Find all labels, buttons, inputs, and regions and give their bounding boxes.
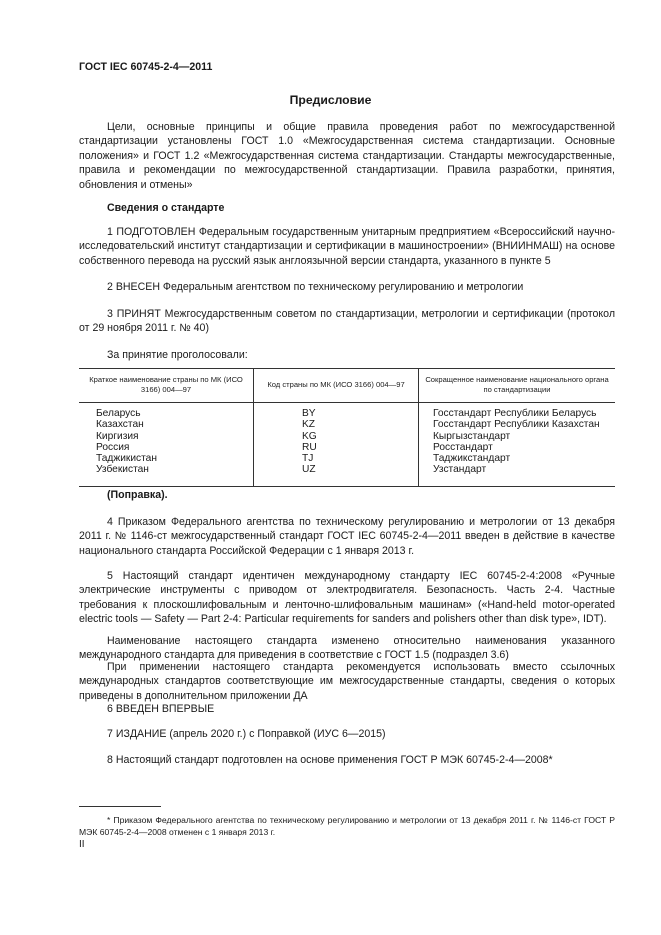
- body-cell: Кыргызстандарт: [419, 431, 616, 442]
- country-cell: Казахстан: [96, 419, 144, 431]
- footnote: * Приказом Федерального агентства по техническому регулированию и метрологии от 13 декабря 2011 г. № 1146-ст ГОСТ Р МЭК 60745-2-4—2008 отменен с 1 января 2013 г.: [79, 815, 615, 838]
- table-header-code: Код страны по МК (ИСО 3166) 004—97: [254, 369, 419, 403]
- code-cell: UZ: [254, 464, 419, 486]
- country-cell: Таджикистан: [96, 453, 157, 465]
- item-5-references: При применении настоящего стандарта рекомендуется использовать вместо ссылочных международных стандартов соответствующие им межгосударственные стандарты, сведения о которых приведены в дополнительном приложении ДА: [79, 661, 615, 702]
- document-code: ГОСТ IEC 60745-2-4—2011: [79, 61, 213, 73]
- info-heading: Сведения о стандарте: [107, 202, 225, 214]
- body-cell: Таджикстандарт: [419, 453, 616, 464]
- item-2-paragraph: 2 ВНЕСЕН Федеральным агентством по техническому регулированию и метрологии: [107, 281, 524, 293]
- item-1-paragraph: 1 ПОДГОТОВЛЕН Федеральным государственным унитарным предприятием «Всероссийский научно-исследовательский институт стандартизации и сертификации в машиностроении» (ВНИИНМАШ) на основе собственного перевода на русский язык англоязычной версии стандарта, указанного в пункте 5: [79, 226, 615, 267]
- country-cell: Беларусь: [96, 408, 141, 419]
- voting-table: [79, 368, 615, 487]
- intro-paragraph: Цели, основные принципы и общие правила проведения работ по межгосударственной стандартизации установлены ГОСТ 1.0 «Межгосударственная система стандартизации. Основные положения» и ГОСТ 1.2 «Межгосударственная система стандартизации. Стандарты межгосударственные, правила и рекомендации по межгосударственной стандартизации. Правила разработки, принятия, обновления и отмены»: [79, 121, 615, 191]
- code-cell: TJ: [254, 453, 419, 464]
- body-cell: Узстандарт: [419, 464, 616, 486]
- footnote-divider: [79, 806, 161, 807]
- table-row: [79, 431, 615, 442]
- table-row: [79, 464, 615, 486]
- item-3-paragraph: 3 ПРИНЯТ Межгосударственным советом по стандартизации, метрологии и сертификации (протокол от 29 ноября 2011 г. № 40): [79, 308, 615, 335]
- country-cell: Узбекистан: [79, 464, 254, 486]
- table-header-country: Краткое наименование страны по МК (ИСО 3166) 004—97: [79, 369, 254, 403]
- table-row: [79, 419, 615, 430]
- table-row: [79, 453, 615, 464]
- table-row: [79, 442, 615, 453]
- page-title: Предисловие: [289, 93, 372, 107]
- item-8-paragraph: 8 Настоящий стандарт подготовлен на основе применения ГОСТ Р МЭК 60745-2-4—2008*: [107, 754, 553, 766]
- body-cell: Госстандарт Республики Казахстан: [419, 419, 616, 430]
- code-cell: KG: [254, 431, 419, 442]
- country-cell: Киргизия: [96, 430, 139, 442]
- page-number: II: [79, 839, 85, 850]
- table-row: [79, 403, 615, 420]
- voted-label: За принятие проголосовали:: [107, 349, 248, 361]
- code-cell: BY: [254, 403, 419, 420]
- item-4-paragraph: 4 Приказом Федерального агентства по техническому регулированию и метрологии от 13 декабря 2011 г. № 1146-ст межгосударственный стандарт ГОСТ IEC 60745-2-4—2011 введен в действие в качестве национального стандарта Российской Федерации с 1 января 2013 г.: [79, 516, 615, 557]
- code-cell: RU: [254, 442, 419, 453]
- country-cell: Россия: [96, 441, 130, 453]
- body-cell: Госстандарт Республики Беларусь: [419, 403, 616, 420]
- code-cell: KZ: [254, 419, 419, 430]
- item-5-name-change: Наименование настоящего стандарта изменено относительно наименования указанного международного стандарта для приведения в соответствие с ГОСТ 1.5 (подраздел 3.6): [79, 635, 615, 662]
- table-header-row: [79, 369, 615, 403]
- table-header-body: Сокращенное наименование национального органа по стандартизации: [419, 369, 616, 403]
- item-6-paragraph: 6 ВВЕДЕН ВПЕРВЫЕ: [107, 703, 215, 715]
- body-cell: Росстандарт: [419, 442, 616, 453]
- item-5-paragraph: 5 Настоящий стандарт идентичен международному стандарту IEC 60745-2-4:2008 «Ручные электрические инструменты с приводом от электродвигателя. Безопасность. Часть 2-4. Частные требования к плоскошлифовальным и ленточно-шлифовальным машинам» («Hand-held motor-operated electric tools — Safety — Part 2-4: Particular requirements for sanders and polishers other than disk type», IDT).: [79, 570, 615, 626]
- amendment-note: (Поправка).: [107, 489, 168, 501]
- item-7-paragraph: 7 ИЗДАНИЕ (апрель 2020 г.) с Поправкой (ИУС 6—2015): [107, 728, 386, 740]
